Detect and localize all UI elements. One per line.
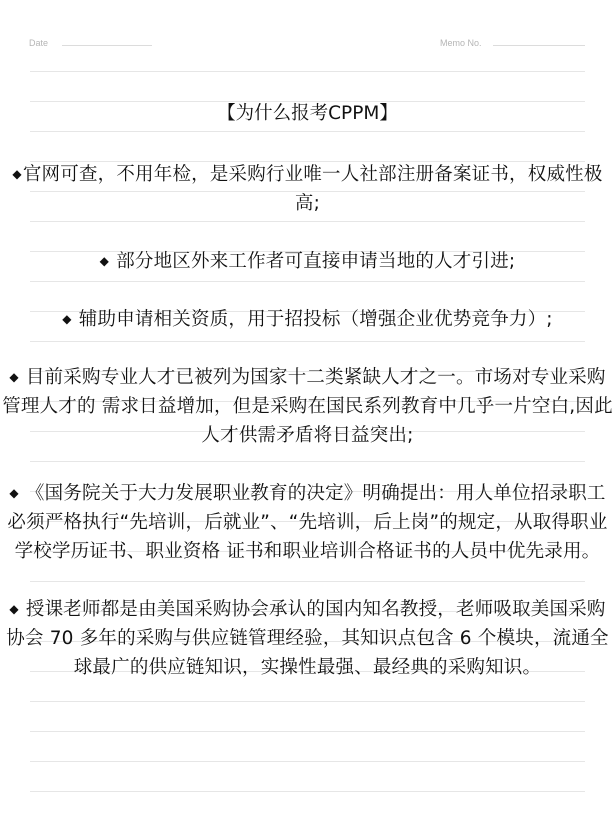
paragraph-2 bbox=[0, 247, 615, 276]
ruled-line bbox=[30, 731, 585, 732]
memo-underline bbox=[493, 45, 585, 46]
diamond-bullet-icon: ◆ bbox=[99, 254, 110, 268]
paragraph-4 bbox=[0, 363, 615, 450]
diamond-bullet-icon: ◆ bbox=[62, 312, 72, 326]
paragraph-3 bbox=[0, 305, 615, 334]
document-title: 【为什么报考CPPM】 bbox=[217, 103, 398, 124]
paragraph-6 bbox=[0, 595, 615, 682]
paragraph-text: 官网可查，不用年检，是采购行业唯一人社部注册备案证书，权威性极高; bbox=[22, 164, 603, 214]
ruled-line bbox=[30, 761, 585, 762]
document-body bbox=[0, 100, 615, 682]
paragraph-text: 《国务院关于大力发展职业教育的决定》明确提出：用人单位招录职工必须严格执行“先培训，后就业”、“先培训，后上岗”的规定，从取得职业学校学历证书、职业资格 证书和职业培训合格证书的人员中优先录用。 bbox=[7, 483, 608, 562]
diamond-bullet-icon: ◆ bbox=[9, 602, 19, 616]
paragraph-1 bbox=[0, 160, 615, 218]
paragraph-text: 目前采购专业人才已被列为国家十二类紧缺人才之一。市场对专业采购管理人才的 需求日益增加，但是采购在国民系列教育中几乎一片空白,因此人才供需矛盾将日益突出; bbox=[2, 367, 613, 446]
ruled-line bbox=[30, 71, 585, 72]
paragraph-text: 授课老师都是由美国采购协会承认的国内知名教授，老师吸取美国采购协会 70 多年的采购与供应链管理经验，其知识点包含 6 个模块，流通全球最广的供应链知识，实操性最强、最经典的采购知识。 bbox=[6, 599, 609, 678]
paragraph-text: 辅助申请相关资质，用于招投标（增强企业优势竞争力）; bbox=[78, 309, 553, 330]
diamond-bullet-icon: ◆ bbox=[12, 167, 22, 181]
paragraph-text: 部分地区外来工作者可直接申请当地的人才引进; bbox=[116, 251, 516, 272]
memo-label: Memo No. bbox=[440, 38, 482, 48]
diamond-bullet-icon: ◆ bbox=[9, 370, 19, 384]
date-underline bbox=[62, 45, 152, 46]
ruled-line bbox=[30, 791, 585, 792]
ruled-line bbox=[30, 701, 585, 702]
diamond-bullet-icon: ◆ bbox=[9, 486, 19, 500]
paragraph-5 bbox=[0, 479, 615, 566]
date-label: Date bbox=[29, 38, 49, 48]
